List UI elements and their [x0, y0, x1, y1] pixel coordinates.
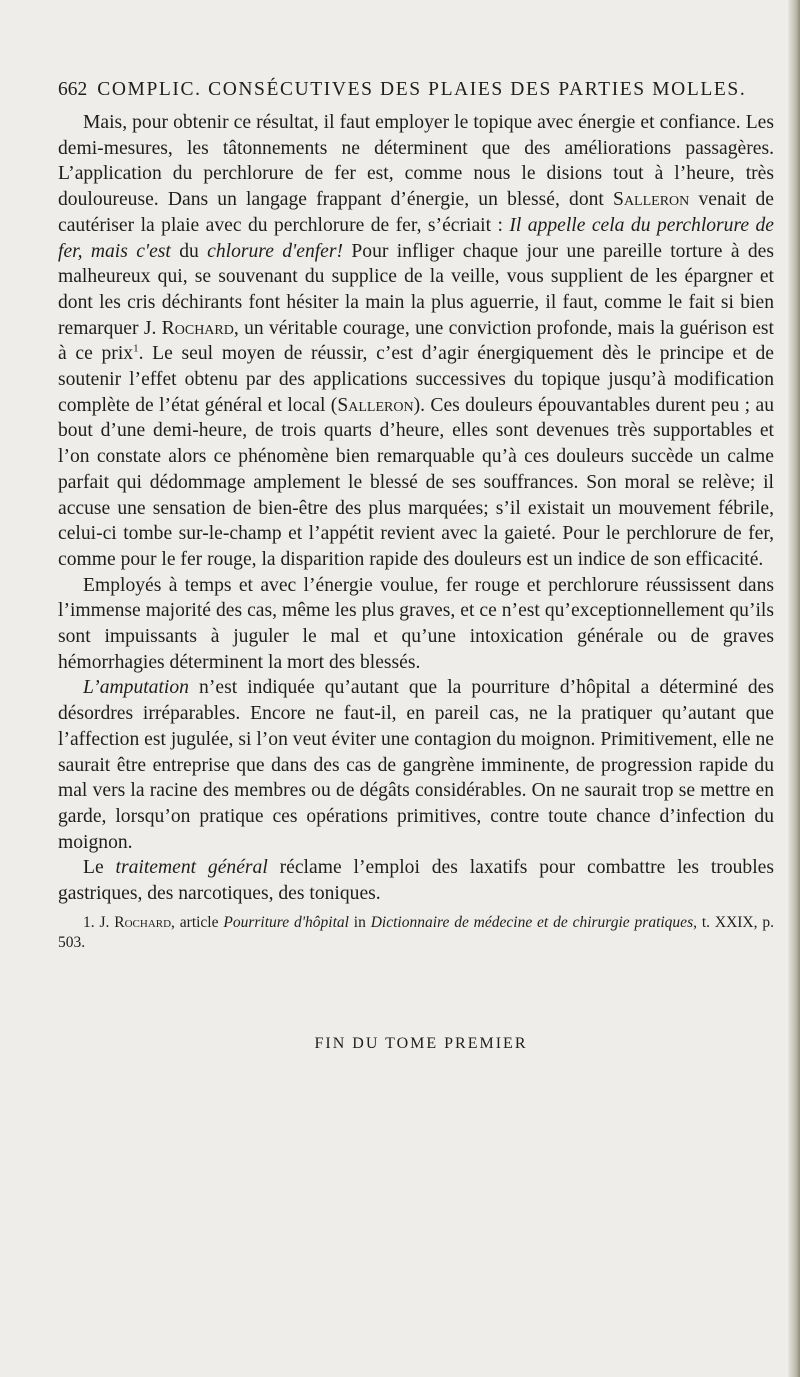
paragraph-employes: Employés à temps et avec l’énergie voulue, fer rouge et perchlorure réussissent dans l’immense majorité des cas, même les plus graves, et ce n’est qu’exceptionnellement qu’ils sont impuissants à juguler le mal et qu’une intoxication générale ou de graves hémorrhagies déterminent la mort des blessés.: [58, 574, 774, 673]
paragraph-amputation: [58, 675, 774, 855]
running-title: COMPLIC. CONSÉCUTIVES DES PLAIES DES PARTIES MOLLES.: [97, 79, 747, 100]
italic-term: L’amputation: [83, 677, 189, 699]
text-run: ). Ces douleurs épouvantables durent peu ; au bout d’une demi-heure, de trois quarts d’heure, elles sont devenues très supportables et l’on constate alors ce phénomène bien remarquable qu’à ces douleurs succède un calme parfait qui dédommage amplement le blessé de ses souffrances. Son moral se relève; il accuse une sensation de bien-être des plus marquées; s’il existait un mouvement fébrile, celui-ci tombe sur-le-champ et l’appétit revient avec la gaieté. Pour le perchlorure de fer, comme pour le fer rouge, la disparition rapide des douleurs est un indice de son efficacité.: [58, 394, 774, 570]
author-name: Salleron: [337, 394, 414, 416]
page-edge-shadow: [788, 0, 800, 1377]
paragraph-traitement: [58, 855, 774, 906]
author-name: Rochard: [161, 317, 234, 339]
text-run: , t. XXIX, p. 503.: [58, 913, 774, 951]
text-run: Pour infliger chaque jour une pareille torture à des malheureux qui, se souvenant du supplice de la veille, vous supplient de les épargner et dont les cris déchirants font hésiter la main la plus aguerrie, il faut, comme le fait si bien remarquer J.: [58, 240, 774, 339]
italic-title: Dictionnaire de médecine et de chirurgie pratiques: [370, 913, 694, 931]
running-header: [58, 78, 774, 102]
text-run: n’est indiquée qu’autant que la pourriture d’hôpital a déterminé des désordres irréparables. Encore ne faut-il, en pareil cas, ne la pratiquer qu’autant que l’affection est jugulée, si l’on veut éviter une contagion du moignon. Primitivement, elle ne saurait être entreprise que dans des cas de gangrène imminente, de progression rapide du mal vers la racine des membres ou de dégâts considérables. On ne saurait trop se mettre en garde, lorsqu’on pratique ces opérations primitives, contre toute chance d’infection du moignon.: [58, 677, 774, 853]
author-name: Salleron: [613, 189, 690, 211]
text-run: in: [348, 913, 371, 931]
book-page: [58, 78, 774, 1053]
text-run: Le: [83, 857, 116, 879]
text-run: , un véritable courage, une conviction profonde, mais la guérison est à ce prix: [58, 317, 774, 365]
text-run: venait de cautériser la plaie avec du perchlorure de fer, s’écriait :: [58, 189, 775, 236]
paragraph-perchlorure: [58, 110, 774, 573]
italic-quote: Il appelle cela du perchlorure de fer, mais c'est: [58, 214, 774, 262]
text-run: , article: [171, 913, 224, 931]
footnote: [58, 913, 774, 953]
text-run: réclame l’emploi des laxatifs pour combattre les troubles gastriques, des narcotiques, des toniques.: [58, 857, 774, 905]
text-run: J.: [99, 913, 115, 931]
footnote-number: 1.: [83, 913, 100, 931]
author-name: Rochard: [114, 913, 172, 931]
page-number: 662: [58, 79, 88, 100]
italic-title: Pourriture d'hôpital: [223, 913, 349, 931]
closing-line: FIN DU TOME PREMIER: [314, 1034, 528, 1052]
footnote-ref: 1: [133, 342, 139, 355]
text-run: du: [170, 240, 208, 262]
italic-quote: chlorure d'enfer!: [207, 240, 344, 262]
text-run: . Le seul moyen de réussir, c’est d’agir énergiquement dès le principe et de soutenir l’effet obtenu par des applications successives du topique jusqu’à modification complète de l’état général et local (: [58, 343, 774, 416]
italic-term: traitement général: [115, 857, 268, 879]
text-run: Mais, pour obtenir ce résultat, il faut employer le topique avec énergie et confiance. Les demi-mesures, les tâtonnements ne déterminent que des améliorations passagères. L’application du perchlorure de fer est, comme nous le disions tout à l’heure, très douloureuse. Dans un langage frappant d’énergie, un blessé, dont: [58, 112, 774, 211]
